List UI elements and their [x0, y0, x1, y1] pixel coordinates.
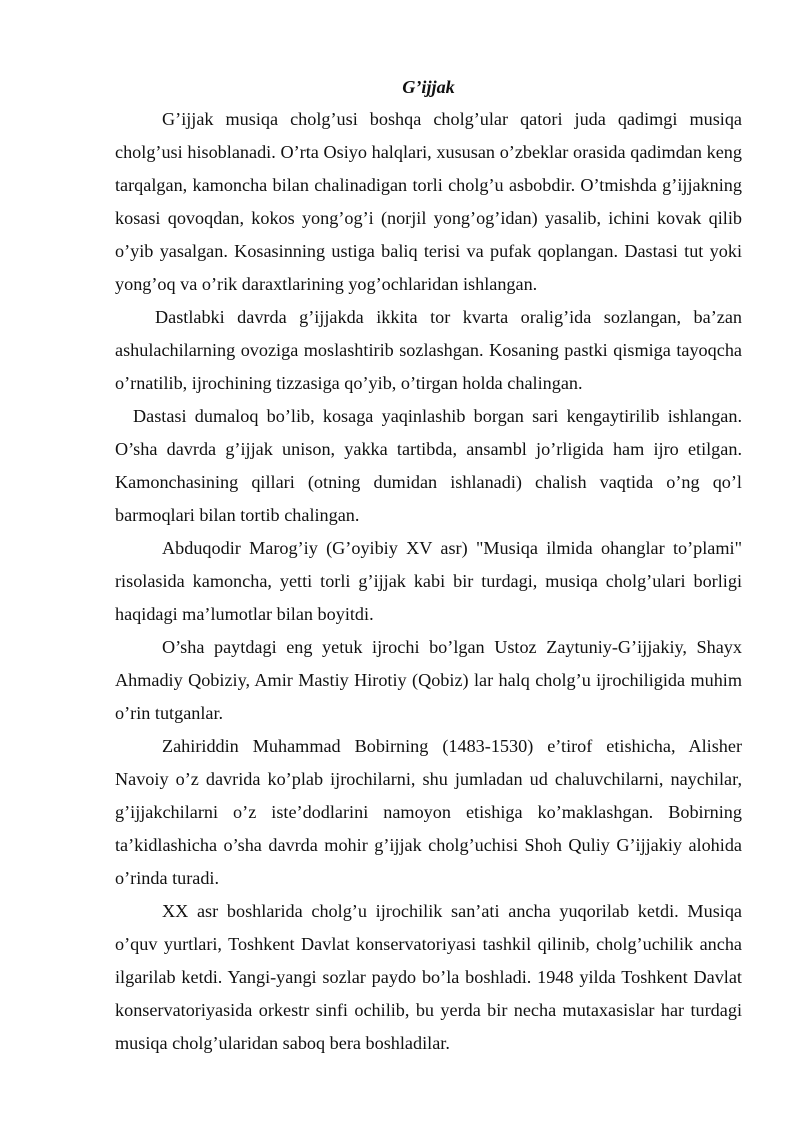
paragraph-4: Abduqodir Marog’iy (G’oyibiy XV asr) "Musiqa ilmida ohanglar to’plami" risolasida kamoncha, yetti torli g’ijjak kabi bir turdagi, musiqa cholg’ulari borligi haqidagi ma’lumotlar bilan boyitdi. — [115, 538, 742, 624]
paragraph-2: Dastlabki davrda g’ijjakda ikkita tor kvarta oralig’ida sozlangan, ba’zan ashulachilarning ovoziga moslashtirib sozlashgan. Kosaning pastki qismiga tayoqcha o’rnatilib, ijrochining tizzasiga qo’yib, o’tirgan holda chalingan. — [115, 307, 742, 393]
paragraph-7: XX asr boshlarida cholg’u ijrochilik san’ati ancha yuqorilab ketdi. Musiqa o’quv yurtlari, Toshkent Davlat konservatoriyasi tashkil qilinib, cholg’uchilik ancha ilgarilab ketdi. Yangi-yangi sozlar paydo bo’la boshladi. 1948 yilda Toshkent Davlat konservatoriyasida orkestr sinfi ochilib, bu yerda bir necha mutaxasislar har turdagi musiqa cholg’ularidan saboq bera boshladilar. — [115, 901, 742, 1053]
paragraph-1: G’ijjak musiqa cholg’usi boshqa cholg’ular qatori juda qadimgi musiqa cholg’usi hisoblanadi. O’rta Osiyo halqlari, xususan o’zbeklar orasida qadimdan keng tarqalgan, kamoncha bilan chalinadigan torli cholg’u asbobdir. O’tmishda g’ijjakning kosasi qovoqdan, kokos yong’og’i (norjil yong’og’idan) yasalib, ichini kovak qilib o’yib yasalgan. Kosasinning ustiga baliq terisi va pufak qoplangan. Dastasi tut yoki yong’oq va o’rik daraxtlarining yog’ochlaridan ishlangan. — [115, 109, 742, 294]
paragraph-5: O’sha paytdagi eng yetuk ijrochi bo’lgan Ustoz Zaytuniy-G’ijjakiy, Shayx Ahmadiy Qobiziy, Amir Mastiy Hirotiy (Qobiz) lar halq cholg’u ijrochiligida muhim o’rin tutganlar. — [115, 637, 742, 723]
paragraph-3: Dastasi dumaloq bo’lib, kosaga yaqinlashib borgan sari kengaytirilib ishlangan. O’sha davrda g’ijjak unison, yakka tartibda, ansambl jo’rligida ham ijro etilgan. Kamonchasining qillari (otning dumidan ishlanadi) chalish vaqtida o’ng qo’l barmoqlari bilan tortib chalingan. — [115, 406, 742, 525]
paragraph-6: Zahiriddin Muhammad Bobirning (1483-1530) e’tirof etishicha, Alisher Navoiy o’z davrida ko’plab ijrochilarni, shu jumladan ud chaluvchilarni, naychilar, g’ijjakchilarni o’z iste’dodlarini namoyon etishiga ko’maklashgan. Bobirning ta’kidlashicha o’sha davrda mohir g’ijjak cholg’uchisi Shoh Quliy G’ijjakiy alohida o’rinda turadi. — [115, 736, 742, 888]
document-page — [115, 72, 742, 1060]
document-title: G’ijjak — [402, 77, 455, 97]
